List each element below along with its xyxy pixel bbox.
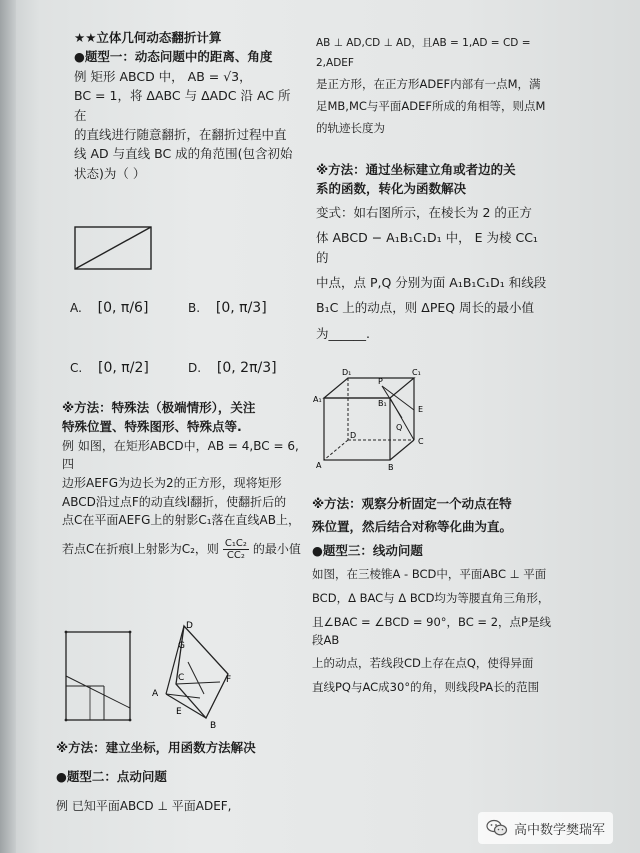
left-column (74, 28, 300, 183)
fold-label-a: A (152, 689, 159, 699)
rectangle-diagram (72, 224, 156, 274)
fold-label-d: D (186, 621, 193, 631)
cube-label-c1: C₁ (412, 368, 421, 377)
option-d-value: [0, 2π/3] (216, 360, 277, 376)
cube-label-a: A (316, 461, 322, 470)
cube-label-d: D (350, 431, 357, 440)
ex2-line: ABCD沿过点F的动直线l翻折，使翻折后的 (62, 494, 287, 509)
cube-label-p: P (378, 377, 383, 386)
option-a-value: [0, π/6] (97, 300, 149, 316)
option-c-label: C. (70, 361, 83, 375)
fold-label-f: F (226, 675, 232, 685)
ex2-fraction-num: C₁C₂ (224, 537, 247, 549)
right-column-top (316, 34, 554, 139)
method4-line: 殊位置，然后结合对称等化曲为直。 (312, 519, 513, 535)
option-b-value: [0, π/3] (215, 300, 267, 316)
method3-line: 系的函数，转化为函数解决 (316, 181, 467, 197)
wechat-icon (486, 819, 508, 837)
variant-line: 中点，点 P,Q 分别为面 A₁B₁C₁D₁ 和线段 (316, 274, 547, 290)
right-column-mid (316, 160, 552, 343)
ex2-line: 边形AEFG为边长为2的正方形，现将矩形 (62, 475, 282, 490)
method4-line: ※方法：观察分析固定一个动点在特 (312, 496, 512, 511)
fold-label-c: C (178, 673, 185, 683)
cube-diagram (312, 366, 432, 472)
variant-line: B₁C 上的动点，则 ΔPEQ 周长的最小值 (316, 300, 535, 316)
cube-label-b: B (388, 463, 394, 472)
option-d-label: D. (188, 361, 202, 375)
left-column-bottom (56, 738, 306, 815)
option-a-label: A. (70, 301, 82, 315)
ex2-text-b: 的最小值 (252, 541, 301, 556)
ex1-line: 例 矩形 ABCD 中， AB = √3， (74, 68, 252, 84)
ex4-line: 直线PQ与AC成30°的角，则线段PA长的范围 (312, 680, 540, 695)
method1-line: ※方法：特殊法（极端情形），关注 (62, 400, 256, 415)
fold-diagram (146, 618, 246, 730)
ex4-line: BCD，Δ BAC与 Δ BCD均为等腰直角三角形， (312, 590, 550, 605)
type2-heading: ●题型二：点动问题 (56, 769, 167, 785)
method3-line: ※方法：通过坐标建立角或者边的关 (316, 162, 516, 177)
option-c (70, 360, 149, 376)
option-b (188, 300, 267, 316)
option-c-value: [0, π/2] (98, 360, 149, 376)
fold-label-b: B (210, 721, 217, 730)
option-b-label: B. (188, 301, 201, 315)
ex2-line: 点C在平面AEFG上的射影C₁落在直线AB上， (62, 513, 301, 528)
ex4-line: 如图，在三棱锥A - BCD中，平面ABC ⊥ 平面 (312, 567, 547, 582)
method1-line: 特殊位置、特殊图形、特殊点等. (62, 419, 242, 435)
ex4-line: 且∠BAC = ∠BCD = 90°，BC = 2，点P是线段AB (312, 614, 551, 647)
ex3-cont-line: 的轨迹长度为 (316, 120, 385, 135)
ex2-line (62, 538, 302, 561)
fold-label-g: G (178, 641, 185, 651)
fold-label-e: E (176, 707, 182, 717)
method2-line: ※方法：建立坐标，用函数方法解决 (56, 740, 256, 755)
ex1-line: 线 AD 与直线 BC 成的角范围(包含初始 (74, 146, 293, 162)
cube-label-b1: B₁ (378, 399, 387, 408)
cube-label-d1: D₁ (342, 368, 352, 377)
page-heading: ★★立体几何动态翻折计算 (74, 30, 222, 45)
ex3-cont-line: 是正方形，在正方形ADEF内部有一点M，满 (316, 76, 541, 91)
ex3-cont-line: AB ⊥ AD,CD ⊥ AD，且AB = 1,AD = CD = 2,ADEF (316, 37, 531, 69)
cube-label-c: C (418, 437, 424, 446)
ex3-line: 例 已知平面ABCD ⊥ 平面ADEF, (56, 798, 232, 813)
ex4-line: 上的动点，若线段CD上存在点Q，使得异面 (312, 656, 534, 671)
ex1-line: 的直线进行随意翻折，在翻折过程中直 (74, 126, 287, 142)
option-a (70, 300, 148, 316)
ex2-text-a: 若点C在折痕l上射影为C₂，则 (62, 541, 219, 556)
ex2-fraction-den: CC₂ (226, 549, 245, 561)
left-column-mid (62, 398, 302, 561)
rectangle-grid-diagram (60, 626, 136, 726)
type3-heading: ●题型三：线动问题 (312, 542, 423, 558)
cube-label-a1: A₁ (313, 395, 322, 404)
ex1-line: 状态)为（ ） (74, 165, 146, 181)
type1-heading: ●题型一：动态问题中的距离、角度 (74, 49, 273, 65)
variant-line: 为______. (316, 325, 370, 341)
watermark-text: 高中数学樊瑞军 (514, 822, 606, 838)
right-column-bottom (312, 494, 552, 697)
option-d (188, 360, 277, 376)
ex1-line: BC = 1，将 ΔABC 与 ΔADC 沿 AC 所在 (74, 88, 291, 123)
ex3-cont-line: 足MB,MC与平面ADEF所成的角相等，则点M (316, 98, 546, 113)
watermark (478, 812, 613, 844)
book-spine (0, 0, 16, 853)
variant-line: 变式：如右图所示，在棱长为 2 的正方 (316, 204, 532, 220)
ex2-fraction (223, 538, 249, 561)
variant-line: 体 ABCD − A₁B₁C₁D₁ 中， E 为棱 CC₁ 的 (316, 230, 538, 265)
cube-label-e: E (418, 405, 424, 414)
ex2-line: 例 如图，在矩形ABCD中，AB = 4,BC = 6,四 (62, 438, 299, 472)
cube-label-q: Q (396, 423, 403, 432)
